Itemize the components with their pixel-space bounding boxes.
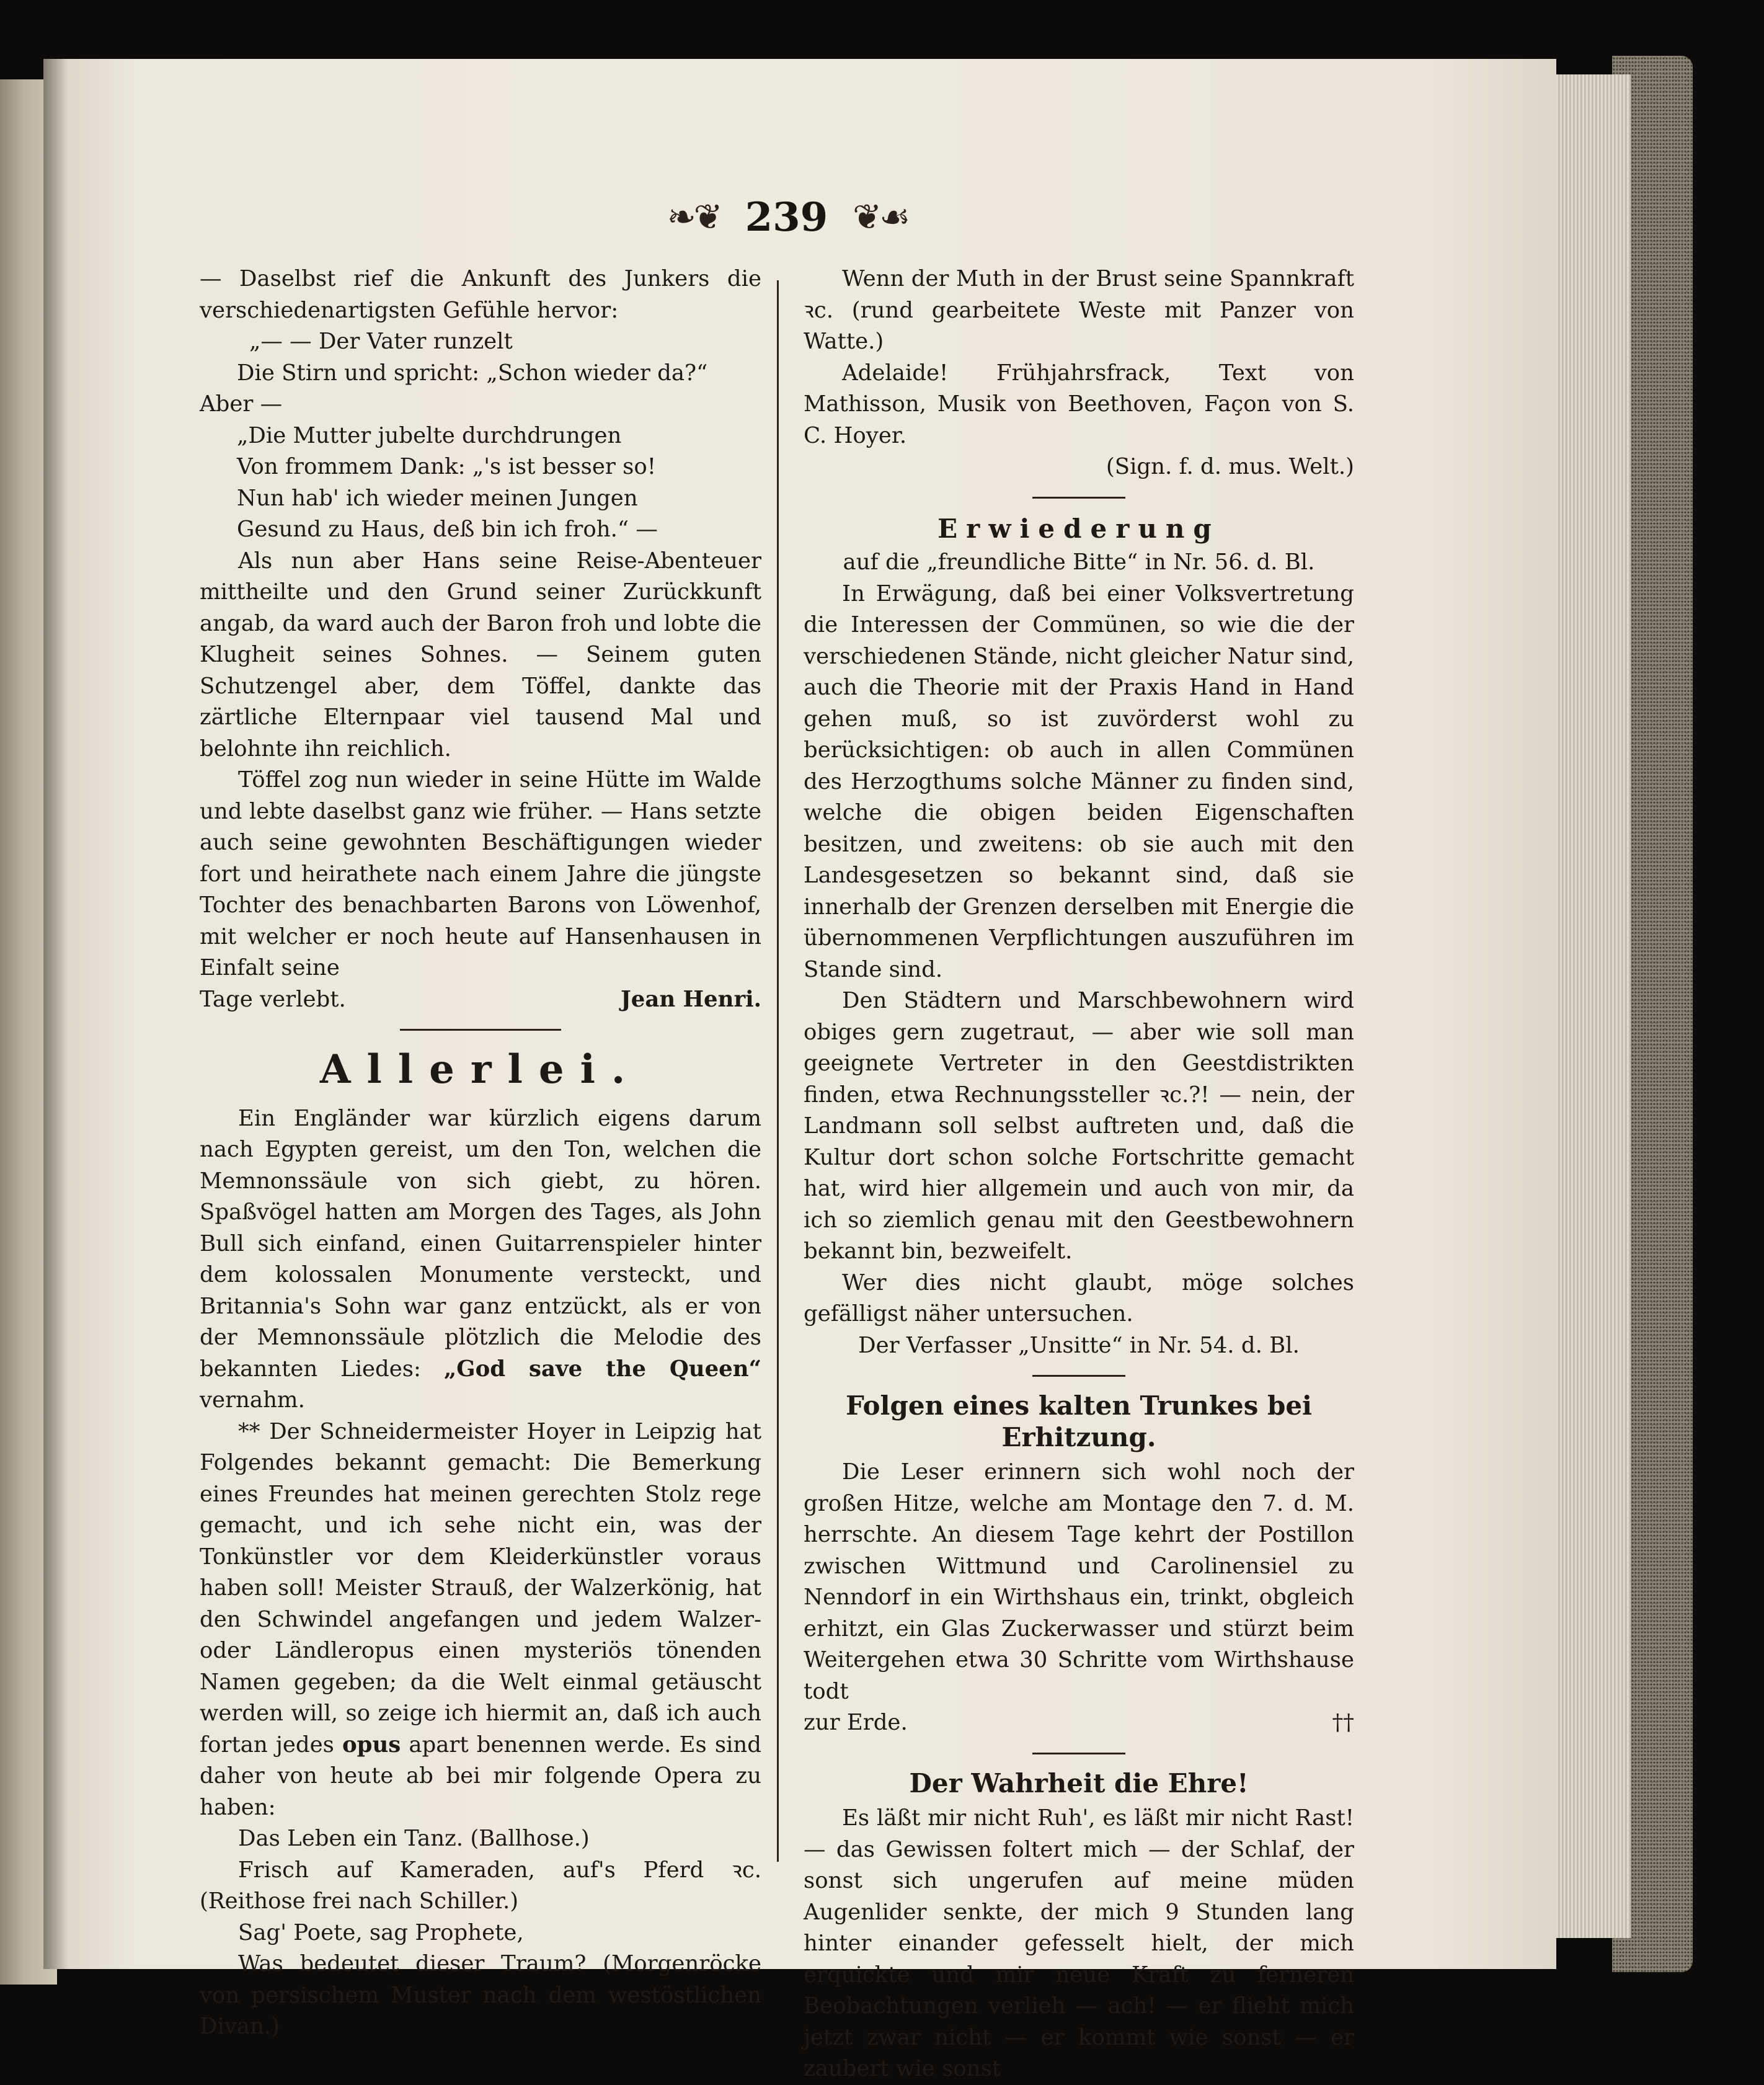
page-header [632,186,942,248]
text-run: vernahm. [200,1387,305,1413]
list-line: Sag' Poete, sag Prophete, [238,1919,524,1945]
author-name: Jean Henri. [620,986,761,1012]
source-citation: (Sign. f. d. mus. Welt.) [1106,454,1354,479]
verse-line: Die Stirn und spricht: „Schon wieder da?“ [237,360,708,386]
author-mark: †† [1332,1710,1354,1735]
section-subtitle: auf die „freundliche Bitte“ in Nr. 56. d. Bl. [843,549,1315,575]
text-run: ** Der Schneidermeister Hoyer in Leipzig hat Folgendes bekannt gemacht: Die Bemerkung eines Freundes hat meinen gerechten Stolz rege gemacht, und ich sehe nicht ein, was der Tonkünstler vor dem Kleiderkünstler voraus haben soll! Meister Strauß, der Walzerkönig, hat den Schwindel angefangen und jedem Walzer- oder Ländleropus einen mysteriös tönenden Namen gegeben; da die Welt einmal getäuscht werden will, so zeige ich hiermit an, daß ich auch fortan jedes [200,1418,761,1758]
verse-line: Gesund zu Haus, deß bin ich froh.“ — [237,517,658,542]
text-run-latin: opus [342,1732,401,1758]
paragraph: Als nun aber Hans seine Reise-Abenteuer mittheilte und den Grund seiner Zurückkunft angab, da ward auch der Baron froh und lobte die Klugheit seines Sohnes. — Seinem guten Schutzengel aber, dem Töffel, dankte das zärtliche Elternpaar viel tausend Mal und belohnte ihn reichlich. [200,548,761,762]
verse-line: Von frommem Dank: „'s ist besser so! [237,454,656,479]
paragraph-end: zur Erde. [804,1710,908,1735]
section-title-wahrheit: Der Wahrheit die Ehre! [909,1767,1249,1798]
paragraph: In Erwägung, daß bei einer Volksvertretung die Interessen der Commünen, so wie die der verschiedenen Stände, nicht gleicher Natur sind, auch die Theorie mit der Praxis Hand in Hand gehen muß, so ist zuvörderst wohl zu berücksichtigen: ob auch in allen Commünen des Herzogthums solche Männer zu finden sind, welche die obigen beiden Eigenschaften besitzen, und zweitens: ob sie auch mit den Landesgesetzen so bekannt sind, daß sie innerhalb der Grenzen derselben mit Energie die übernommenen Verpflichtungen auszuführen im Stande sind. [804,580,1354,982]
section-title-allerlei: Allerlei. [319,1046,642,1093]
section-divider [1032,1753,1125,1754]
paragraph: Adelaide! Frühjahrsfrack, Text von Mathisson, Musik von Beethoven, Façon von S. C. Hoyer. [804,360,1354,448]
verse-line: „Die Mutter jubelte durchdrungen [237,422,622,448]
left-column [200,264,761,2043]
column-divider [777,280,779,1862]
page-number: 239 [745,193,828,241]
list-line: Das Leben ein Tanz. (Ballhose.) [238,1826,590,1851]
text-run-latin: „God save the Queen“ [443,1356,761,1382]
section-divider [1032,497,1125,499]
text-run: Ein Engländer war kürzlich eigens darum nach Egypten gereist, um den Ton, welchen die Memnonssäule von sich giebt, zu hören. Spaßvögel hatten am Morgen des Tages, als John Bull sich einfand, einen Guitarrenspieler hinter dem kolossalen Monumente versteckt, und Britannia's Sohn war ganz entzückt, als er von der Memnonssäule plötzlich die Melodie des bekannten Liedes: [200,1105,761,1382]
paragraph: — Daselbst rief die Ankunft des Junkers die verschiedenartigsten Gefühle hervor: [200,266,761,323]
list-line: Was bedeutet dieser Traum? (Morgenröcke von persischem Muster nach dem westöstlichen Divan.) [200,1951,761,2039]
verse-line: Aber — [200,391,283,417]
paragraph: Es läßt mir nicht Ruh', es läßt mir nicht Rast! — das Gewissen foltert mich — der Schlaf, der sonst sich ungerufen auf meine müden Augenlider senkte, der mich 9 Stunden lang hinter einander gefesselt hielt, der mich erquickte und mir neue Kraft zu ferneren Beobachtungen verlieh — ach! — er flieht mich jetzt zwar nicht — er kommt wie sonst — er zaubert wie sonst [804,1805,1354,2081]
ornament-right-icon: ❦☙ [853,197,908,238]
paragraph: Wenn der Muth in der Brust seine Spannkraft ꝛc. (rund gearbeitete Weste mit Panzer von Watte.) [804,266,1354,354]
paragraph [200,1103,761,1416]
paragraph: Wer dies nicht glaubt, möge solches gefälligst näher untersuchen. [804,1269,1354,1327]
paragraph: Den Städtern und Marschbewohnern wird obiges gern zugetraut, — aber wie soll man geeignete Vertreter in den Geestdistrikten finden, etwa Rechnungssteller ꝛc.?! — nein, der Landmann soll selbst auftreten und, daß die Kultur dort schon solche Fortschritte gemacht hat, wird hier allgemein und auch von mir, da ich so ziemlich genau mit den Geestbewohnern bekannt bin, bezweifelt. [804,988,1354,1264]
verse-line: „— — Der Vater runzelt [249,329,513,354]
paragraph-end: Tage verlebt. [200,986,346,1012]
signature-line [804,1707,1354,1739]
verse-line: Nun hab' ich wieder meinen Jungen [237,485,638,511]
section-divider [1032,1375,1125,1377]
paragraph: Töffel zog nun wieder in seine Hütte im Walde und lebte daselbst ganz wie früher. — Hans setzte auch seine gewohnten Beschäftigungen wieder fort und heirathete nach einem Jahre die jüngste Tochter des benachbarten Barons von Löwenhof, mit welcher er noch heute auf Hansenhausen in Einfalt seine [200,767,761,980]
section-divider [400,1029,561,1031]
list-line: Frisch auf Kameraden, auf's Pferd ꝛc. (Reithose frei nach Schiller.) [200,1857,761,1914]
ornament-left-icon: ❧❦ [667,197,720,238]
right-column [804,264,1354,2085]
signature-line [200,984,761,1016]
section-title-folgen: Folgen eines kalten Trunkes bei Erhitzung. [845,1390,1313,1452]
author-signature: Der Verfasser „Unsitte“ in Nr. 54. d. Bl. [858,1332,1300,1358]
section-title-erwiederung: Erwiederung [937,513,1220,544]
page-gutter-shadow [43,59,68,1969]
text-run: apart benennen werde. Es sind daher von heute ab bei mir folgende Opera zu haben: [200,1732,761,1820]
paragraph [200,1416,761,1824]
paragraph: Die Leser erinnern sich wohl noch der großen Hitze, welche am Montage den 7. d. M. herrschte. An diesem Tage kehrt der Postillon zwischen Wittmund und Carolinensiel zu Nenndorf in ein Wirthshaus ein, trinkt, obgleich erhitzt, ein Glas Zuckerwasser und stürzt beim Weitergehen etwa 30 Schritte vom Wirthshause todt [804,1459,1354,1704]
